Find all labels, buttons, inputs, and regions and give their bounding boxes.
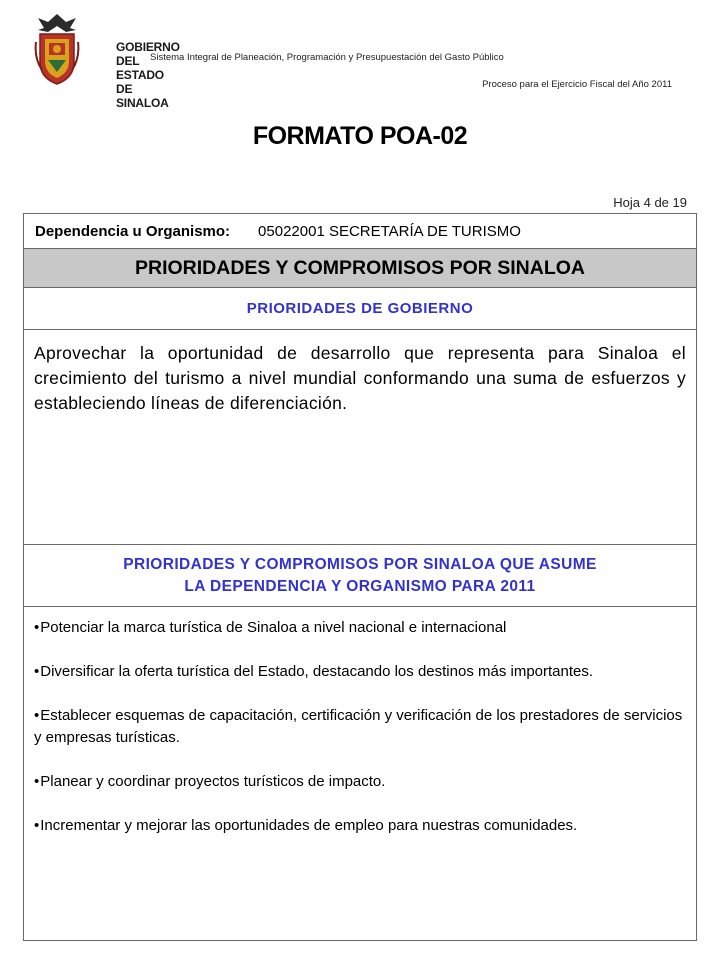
- subsection-title-commitments-line1: PRIORIDADES Y COMPROMISOS POR SINALOA QUE ASUME: [123, 555, 597, 573]
- subsection-title-priorities: PRIORIDADES DE GOBIERNO: [246, 300, 474, 317]
- list-item: [34, 705, 686, 749]
- subsection-title-commitments-line2: LA DEPENDENCIA Y ORGANISMO PARA 2011: [184, 577, 536, 595]
- sheet-number: Hoja 4 de 19: [613, 195, 687, 210]
- form-table: [23, 213, 697, 941]
- section-title: PRIORIDADES Y COMPROMISOS POR SINALOA: [134, 256, 585, 279]
- bullet-icon: •: [34, 663, 40, 680]
- list-item: [34, 661, 686, 683]
- bullet-icon: •: [34, 619, 40, 636]
- system-title: Sistema Integral de Planeación, Programación y Presupuestación del Gasto Público: [150, 52, 504, 63]
- list-item: [34, 815, 686, 837]
- commitments-header: [24, 545, 696, 607]
- logo-wordmark: [116, 40, 180, 110]
- priority-text: Aprovechar la oportunidad de desarrollo que representa para Sinaloa el crecimiento del turismo a nivel mundial conformando una suma de esfuerzos y estableciendo líneas de diferenciación.: [34, 343, 686, 413]
- commitment-text: Diversificar la oferta turística del Estado, destacando los destinos más importantes.: [40, 663, 594, 680]
- list-item: [34, 771, 686, 793]
- commitment-text: Incrementar y mejorar las oportunidades de empleo para nuestras comunidades.: [40, 817, 578, 834]
- government-logo: [34, 12, 180, 110]
- logo-line-2: DEL ESTADO: [116, 54, 164, 82]
- section-header: [24, 249, 696, 288]
- logo-line-3: DE SINALOA: [116, 82, 169, 110]
- bullet-icon: •: [34, 817, 40, 834]
- commitment-text: Planear y coordinar proyectos turísticos de impacto.: [40, 773, 386, 790]
- bullet-icon: •: [34, 707, 40, 724]
- dependency-value: 05022001 SECRETARÍA DE TURISMO: [258, 222, 521, 240]
- commitment-text: Establecer esquemas de capacitación, certificación y verificación de los prestadores de servicios y empresas turísticas.: [34, 707, 683, 746]
- commitments-list: [24, 607, 696, 940]
- priority-text-cell: [24, 330, 696, 545]
- page-title: FORMATO POA-02: [252, 122, 468, 150]
- commitment-text: Potenciar la marca turística de Sinaloa a nivel nacional e internacional: [40, 619, 507, 636]
- government-priorities-header: [24, 288, 696, 330]
- coat-of-arms-icon: [34, 12, 80, 88]
- bullet-icon: •: [34, 773, 40, 790]
- dependency-row: [24, 214, 696, 249]
- dependency-label: Dependencia u Organismo:: [35, 222, 231, 240]
- logo-line-1: GOBIERNO: [116, 40, 180, 54]
- list-item: [34, 617, 686, 639]
- fiscal-process-label: Proceso para el Ejercicio Fiscal del Año 2011: [482, 79, 672, 90]
